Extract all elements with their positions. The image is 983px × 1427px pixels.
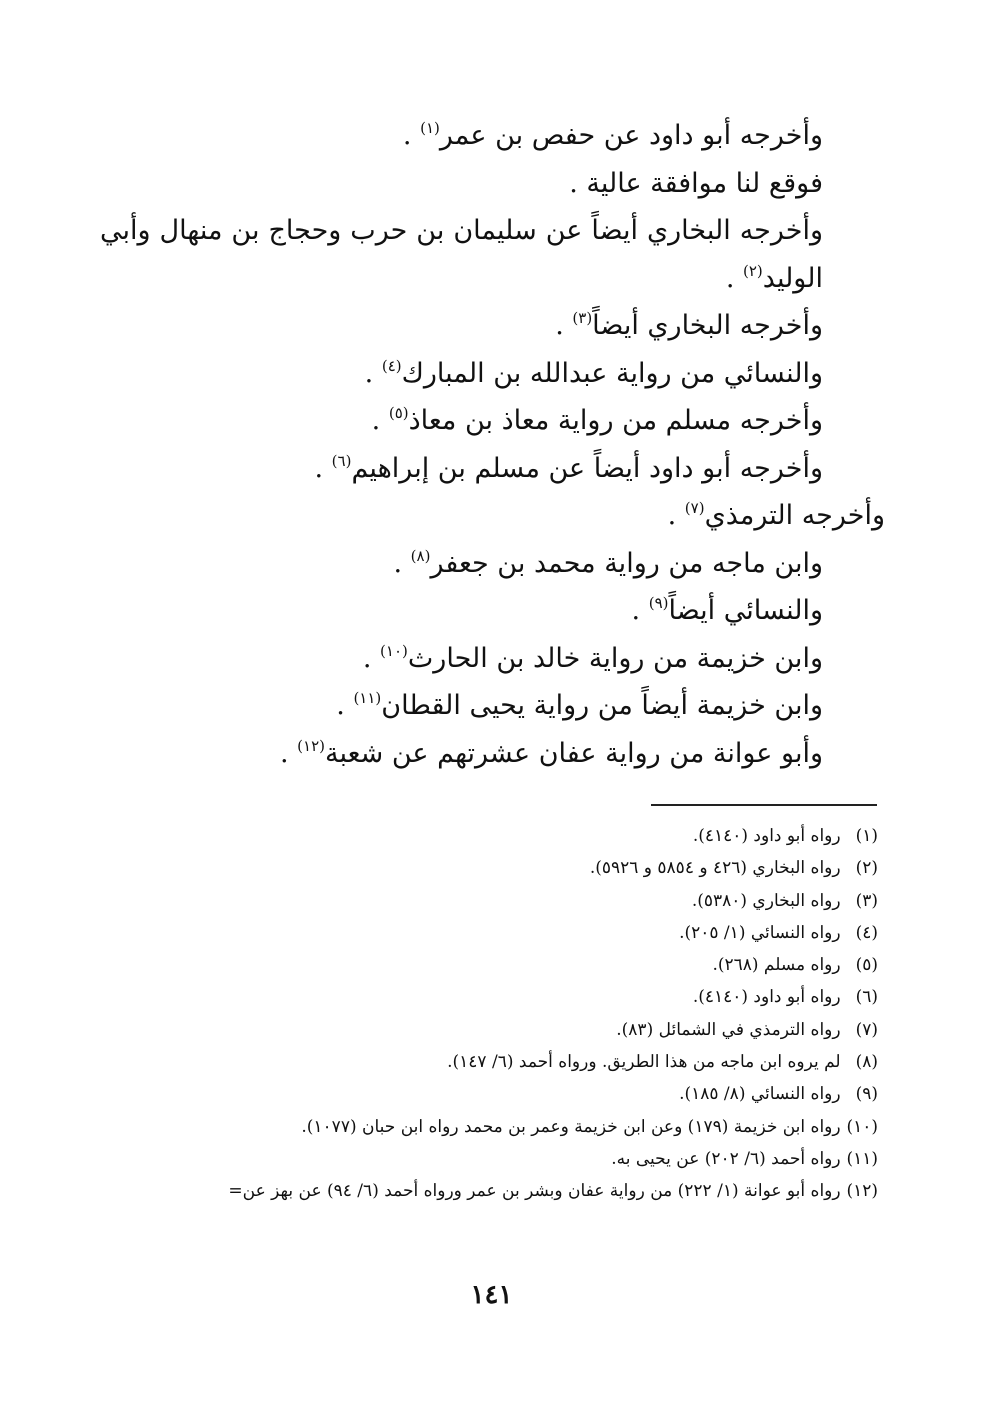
footnote [100,1078,878,1110]
text-line: وأخرجه مسلم من رواية معاذ بن معاذ$^{(٥)}$ . [371,404,823,436]
footnote-divider [651,804,877,806]
text-line: وابن ماجه من رواية محمد بن جعفر$^{(٨)}$ . [393,546,823,579]
footnotes [100,820,878,1208]
footnote [100,1111,878,1143]
footnote-text: رواه النسائي (١/ ٢٠٥). [679,922,841,943]
footnote-number: (٩) [855,1084,878,1105]
footnote-number: (٦) [855,987,878,1008]
footnote-number: (٢) [855,858,878,879]
footnote-ref[interactable]: (٩) [648,594,669,612]
footnote-number: (١٠) [846,1116,878,1137]
text-line: والنسائي من رواية عبدالله بن المبارك$^{(٤)}$ . [364,356,823,389]
text-line: وابن خزيمة أيضاً من رواية يحيى القطان$^{(١١)}$ . [336,689,823,721]
footnote-text: رواه البخاري (٤٢٦ و ٥٨٥٤ و ٥٩٢٦). [589,858,841,879]
footnote [100,1175,878,1207]
text-line: وأخرجه أبو داود أيضاً عن مسلم بن إبراهيم$^{(٦)}$ . [314,451,823,484]
footnote-text: رواه أبو داود (٤١٤٠). [692,826,841,846]
footnote-ref[interactable]: (١٠) [380,641,408,660]
footnote-ref[interactable]: (٧) [684,499,705,517]
footnote-number: (١٢) [846,1181,878,1202]
footnote-text: رواه ابن خزيمة (١٧٩) وعن ابن خزيمة وعمر بن محمد رواه ابن حبان (١٠٧٧). [301,1116,841,1137]
footnote-number: (١١) [846,1148,878,1169]
footnote [100,981,878,1013]
text-line: وأخرجه الترمذي$^{(٧)}$ . [667,499,885,531]
footnote-number: (٧) [855,1019,878,1040]
footnote-text: رواه أبو عوانة (١/ ٢٢٢) من رواية عفان وبشر بن عمر ورواه أحمد (٦/ ٩٤) عن بهز عن= [228,1181,841,1202]
footnote-ref[interactable]: (٢) [742,261,763,280]
footnote [100,852,878,884]
footnote [100,885,878,917]
main-text [100,112,885,777]
footnote [100,820,878,852]
text-line: وأخرجه البخاري أيضاً$^{(٣)}$ . [555,309,823,341]
text-line: وأبو عوانة من رواية عفان عشرتهم عن شعبة$^{(١٢)}$ . [279,736,823,769]
footnote-number: (٥) [855,955,878,976]
footnote-number: (١) [855,826,878,846]
footnote-text: رواه الترمذي في الشمائل (٨٣). [616,1019,841,1040]
footnote-number: (٤) [855,922,878,943]
text-line: فوقع لنا موافقة عالية . [569,167,823,199]
footnote [100,1143,878,1175]
text-line: والنسائي أيضاً$^{(٩)}$ . [631,594,823,626]
footnote-ref[interactable]: (١٢) [297,736,325,755]
footnote-number: (٣) [855,890,878,911]
footnote-text: رواه مسلم (٢٦٨). [712,955,841,976]
footnote-text: رواه النسائي (٨/ ١٨٥). [679,1084,841,1105]
text-line: وأخرجه البخاري أيضاً عن سليمان بن حرب وحجاج بن منهال وأبي الوليد$^{(٢)}$ . [100,215,823,294]
footnote [100,949,878,981]
page-number: ١٤١ [470,1280,513,1310]
footnote [100,1046,878,1078]
footnote-ref[interactable]: (٥) [388,404,409,422]
footnote [100,1014,878,1046]
footnote-ref[interactable]: (٣) [572,309,593,327]
footnote-ref[interactable]: (١١) [353,689,382,707]
footnote-ref[interactable]: (٦) [331,451,352,470]
footnote-text: رواه أبو داود (٤١٤٠). [692,987,841,1008]
footnote-number: (٨) [855,1052,878,1073]
footnote-ref[interactable]: (٨) [410,546,431,565]
text-line: وابن خزيمة من رواية خالد بن الحارث$^{(١٠)}$ . [362,641,823,674]
footnote-text: لم يروه ابن ماجه من هذا الطريق. ورواه أحمد (٦/ ١٤٧). [447,1052,841,1073]
footnote-text: رواه البخاري (٥٣٨٠). [691,890,841,911]
footnote [100,917,878,949]
footnote-text: رواه أحمد (٦/ ٢٠٢) عن يحيى به. [611,1148,841,1169]
text-line: وأخرجه أبو داود عن حفص بن عمر$^{(١)}$ . [402,119,823,151]
footnote-ref[interactable]: (١) [420,119,440,137]
footnote-ref[interactable]: (٤) [381,356,402,375]
